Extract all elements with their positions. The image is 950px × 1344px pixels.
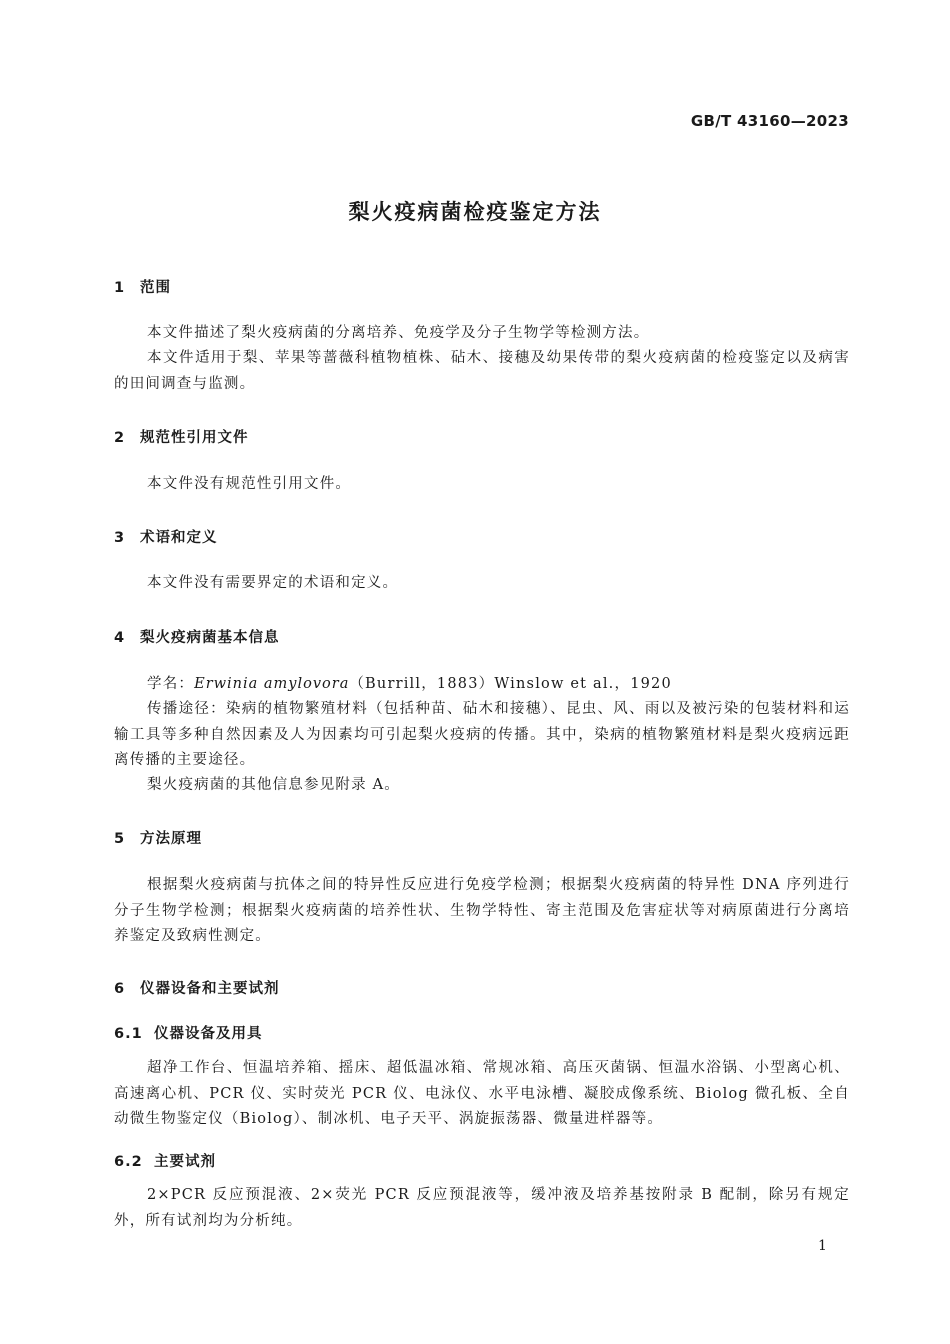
section-6-2-heading: [114, 1150, 216, 1171]
section-3-paragraph-1: 本文件没有需要界定的术语和定义。: [147, 575, 399, 591]
page-number: 1: [818, 1238, 827, 1254]
section-5-heading: [114, 827, 202, 848]
section-number: 5: [114, 831, 126, 847]
section-number: 4: [114, 630, 126, 646]
section-6-1-paragraph-1: 超净工作台、恒温培养箱、摇床、超低温冰箱、常规冰箱、高压灭菌锅、恒温水浴锅、小型离心机、高速离心机、PCR 仪、实时荧光 PCR 仪、电泳仪、水平电泳槽、凝胶成像系统、Biolog 微孔板、全自动微生物鉴定仪（Biolog）、制冰机、电子天平、涡旋振荡器、微量进样器等。: [114, 1060, 850, 1127]
section-6-1-heading: [114, 1022, 263, 1043]
scientific-name-line: [114, 672, 850, 698]
section-title: 梨火疫病菌基本信息: [140, 630, 280, 646]
section-number: 6: [114, 981, 126, 997]
section-number: 6.2: [114, 1154, 143, 1170]
section-3-heading: [114, 526, 218, 547]
standard-number: GB/T 43160—2023: [690, 112, 849, 130]
sci-name-authority: （Burrill，1883）Winslow et al.，1920: [349, 676, 672, 692]
section-title: 主要试剂: [154, 1154, 216, 1170]
section-2-heading: [114, 426, 249, 447]
section-4-paragraph-2: 传播途径：染病的植物繁殖材料（包括种苗、砧木和接穗）、昆虫、风、雨以及被污染的包装材料和运输工具等多种自然因素及人为因素均可引起梨火疫病的传播。其中，染病的植物繁殖材料是梨火疫病远距离传播的主要途径。: [114, 701, 850, 768]
section-6-2-paragraph-1: 2×PCR 反应预混液、2×荧光 PCR 反应预混液等，缓冲液及培养基按附录 B 配制，除另有规定外，所有试剂均为分析纯。: [114, 1187, 850, 1229]
section-1-paragraph-2: 本文件适用于梨、苹果等蔷薇科植物植株、砧木、接穗及幼果传带的梨火疫病菌的检疫鉴定以及病害的田间调查与监测。: [114, 350, 850, 392]
section-5-paragraph-1: 根据梨火疫病菌与抗体之间的特异性反应进行免疫学检测；根据梨火疫病菌的特异性 DNA 序列进行分子生物学检测；根据梨火疫病菌的培养性状、生物学特性、寄主范围及危害症状等对病原菌进行分离培养鉴定及致病性测定。: [114, 877, 850, 944]
sci-name: Erwinia amylovora: [194, 676, 350, 692]
section-title: 规范性引用文件: [140, 430, 249, 446]
section-2-paragraph-1: 本文件没有规范性引用文件。: [147, 476, 352, 492]
section-title: 方法原理: [140, 831, 202, 847]
section-title: 仪器设备及用具: [154, 1026, 263, 1042]
section-number: 1: [114, 280, 126, 296]
section-number: 3: [114, 530, 126, 546]
section-1-paragraph-1: 本文件描述了梨火疫病菌的分离培养、免疫学及分子生物学等检测方法。: [147, 325, 650, 341]
section-number: 2: [114, 430, 126, 446]
section-number: 6.1: [114, 1026, 143, 1042]
sci-name-prefix: 学名：: [147, 676, 195, 692]
section-4-paragraph-3: 梨火疫病菌的其他信息参见附录 A。: [147, 777, 400, 793]
section-title: 术语和定义: [140, 530, 218, 546]
section-1-heading: [114, 276, 171, 297]
section-title: 范围: [140, 280, 171, 296]
section-4-heading: [114, 626, 280, 647]
section-6-heading: [114, 977, 280, 998]
section-title: 仪器设备和主要试剂: [140, 981, 280, 997]
document-title: 梨火疫病菌检疫鉴定方法: [348, 200, 602, 224]
